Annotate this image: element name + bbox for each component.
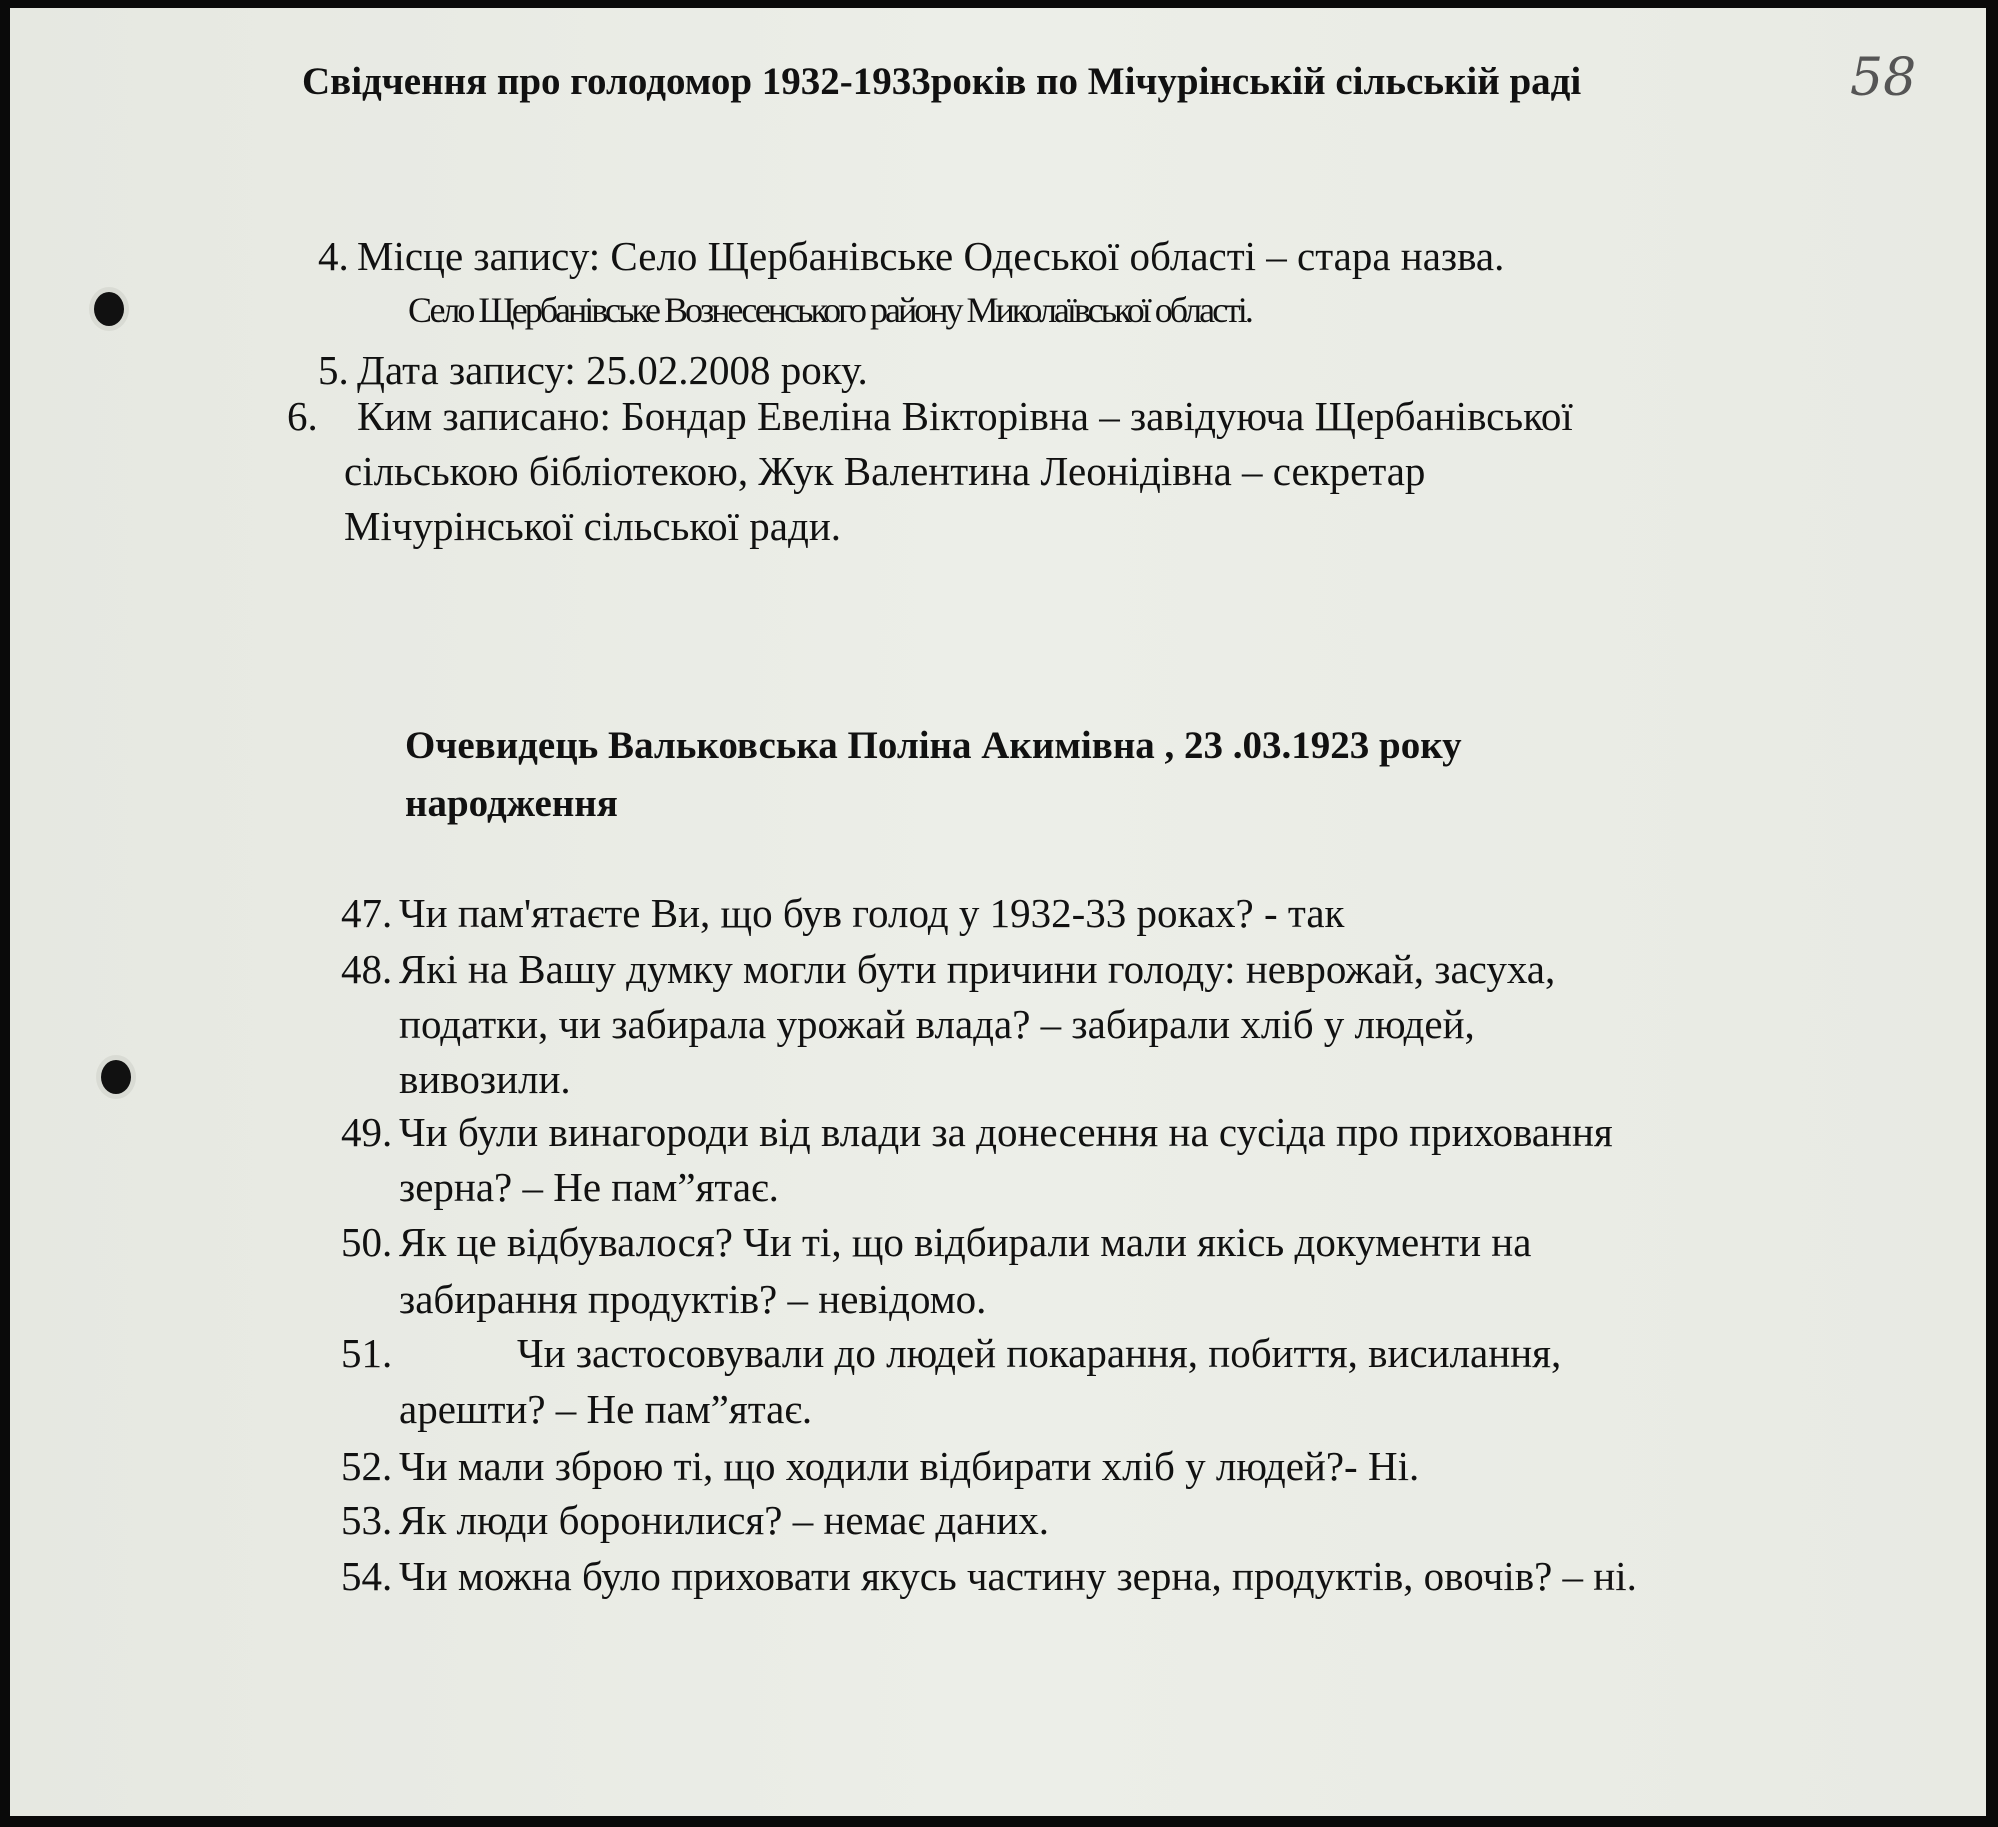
question-text: Які на Вашу думку могли бути причини голоду: неврожай, засуха,: [399, 946, 1556, 992]
question-number: 47.: [341, 890, 393, 936]
recorded-by: Ким записано: Бондар Евеліна Вікторівна – завідуюча Щербанівської: [357, 393, 1573, 439]
question-number: 49.: [341, 1109, 393, 1155]
question-text: Чи застосовували до людей покарання, побиття, висилання,: [517, 1330, 1562, 1376]
question-text: зерна? – Не пам”ятає.: [399, 1164, 779, 1210]
question-text: арешти? – Не пам”ятає.: [399, 1386, 813, 1432]
question-number: 54.: [341, 1553, 393, 1599]
question-text: вивозили.: [399, 1056, 571, 1102]
record-place: Місце запису: Село Щербанівське Одеської області – стара назва.: [357, 233, 1505, 279]
witness-heading: Очевидець Вальковська Поліна Акимівна , 23 .03.1923 року: [405, 724, 1462, 767]
question-text: забирання продуктів? – невідомо.: [399, 1276, 987, 1322]
question-text: Як люди боронилися? – немає даних.: [399, 1497, 1050, 1543]
recorded-by: сільською бібліотекою, Жук Валентина Леонідівна – секретар: [344, 448, 1426, 494]
punch-hole: [101, 1060, 131, 1094]
record-date: Дата запису: 25.02.2008 року.: [357, 347, 868, 393]
question-number: 52.: [341, 1443, 393, 1489]
document-title: Свідчення про голодомор 1932-1933років по Мічурінській сільській раді: [302, 60, 1582, 103]
question-text: Як це відбувалося? Чи ті, що відбирали мали якісь документи на: [399, 1219, 1532, 1265]
question-number: 48.: [341, 946, 393, 992]
question-number: 50.: [341, 1219, 393, 1265]
question-text: Чи мали зброю ті, що ходили відбирати хліб у людей?- Ні.: [399, 1443, 1420, 1489]
recorded-by: Мічурінської сільської ради.: [344, 503, 842, 549]
question-number: 51.: [341, 1330, 393, 1376]
witness-heading: народження: [405, 782, 618, 825]
item-number: 5.: [318, 347, 349, 393]
question-text: Чи пам'ятаєте Ви, що був голод у 1932-33 роках? - так: [399, 890, 1345, 936]
item-number: 6.: [287, 393, 318, 439]
question-text: Чи можна було приховати якусь частину зерна, продуктів, овочів? – ні.: [399, 1553, 1637, 1599]
record-place-new: Село Щербанівське Вознесенського району Миколаївської області.: [408, 290, 1251, 330]
question-text: податки, чи забирала урожай влада? – забирали хліб у людей,: [399, 1001, 1475, 1047]
handwritten-page-number: 58: [1850, 48, 1917, 108]
question-number: 53.: [341, 1497, 393, 1543]
question-text: Чи були винагороди від влади за донесення на сусіда про приховання: [399, 1109, 1613, 1155]
item-number: 4.: [318, 233, 349, 279]
punch-hole: [94, 292, 124, 326]
